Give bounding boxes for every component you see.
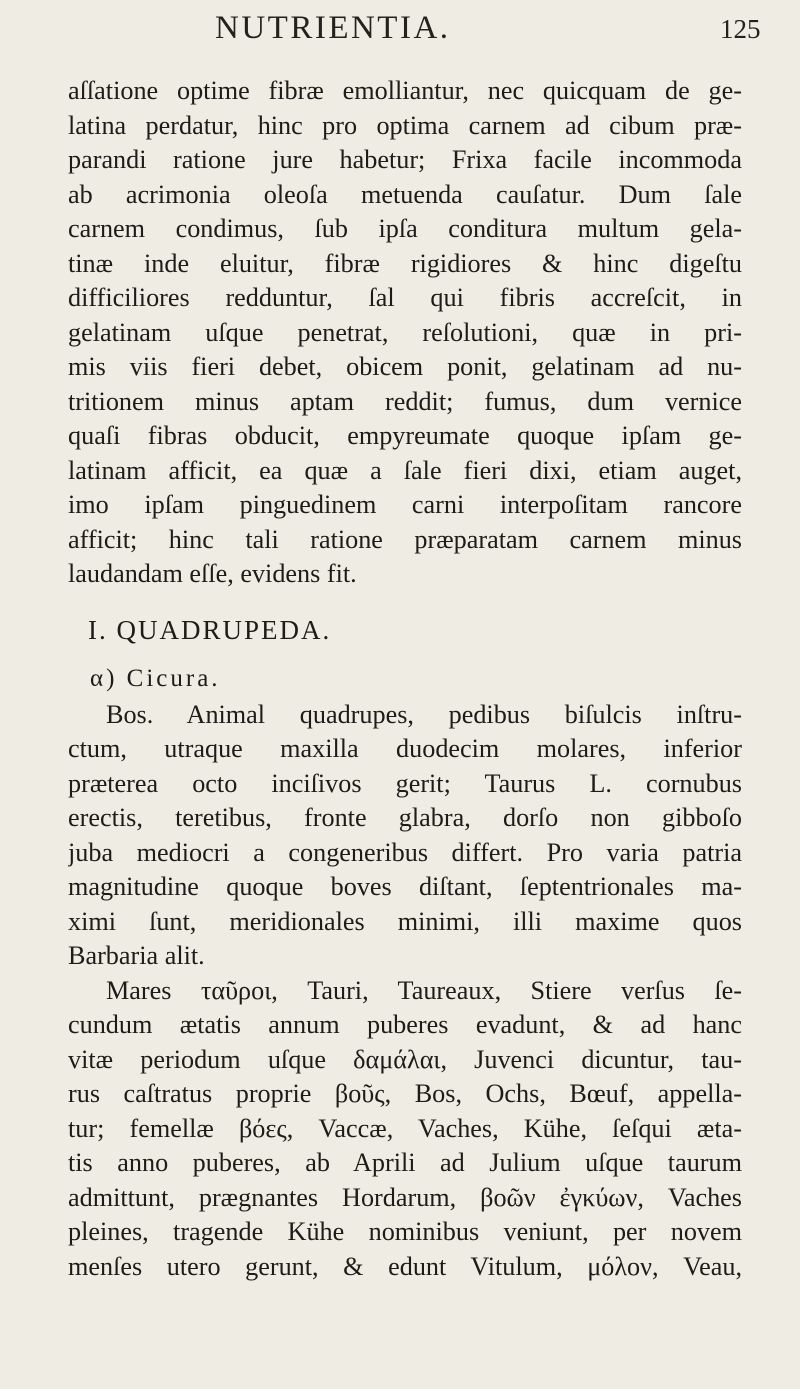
- text-line: quaſi fibras obducit, empyreumate quoque ipſam ge-: [68, 421, 742, 450]
- text-line: erectis, teretibus, fronte glabra, dorſo non gibboſo: [68, 803, 742, 832]
- text-line: rus caſtratus proprie βοῦς, Bos, Ochs, Bœuf, appella-: [68, 1079, 742, 1108]
- body-text: [68, 74, 742, 1284]
- text-line: latina perdatur, hinc pro optima carnem ad cibum præ-: [68, 110, 742, 140]
- paragraph-mares: [68, 974, 742, 1285]
- paragraph-roasting: [68, 74, 742, 592]
- text-line: admittunt, prægnantes Hordarum, βοῶν ἐγκύων, Vaches: [68, 1182, 742, 1212]
- text-line: latinam afficit, ea quæ a ſale fieri dixi, etiam auget,: [68, 455, 742, 485]
- text-line: tis anno puberes, ab Aprili ad Julium uſque taurum: [68, 1148, 742, 1177]
- text-line: Barbaria alit.: [68, 941, 205, 970]
- text-line: carnem condimus, ſub ipſa conditura multum gela-: [68, 214, 742, 243]
- paragraph-bos: [68, 698, 742, 974]
- running-title: NUTRIENTIA.: [215, 10, 451, 46]
- page-number: 125: [720, 14, 761, 44]
- text-line: aſſatione optime fibræ emolliantur, nec quicquam de ge-: [68, 76, 742, 105]
- sub-heading: α) Cicura.: [90, 664, 221, 692]
- text-line: ab acrimonia oleoſa metuenda cauſatur. Dum ſale: [68, 179, 742, 209]
- text-line: imo ipſam pinguedinem carni interpoſitam rancore: [68, 490, 742, 519]
- text-line: pleines, tragende Kühe nominibus veniunt, per novem: [68, 1217, 742, 1246]
- text-line: parandi ratione jure habetur; Frixa facile incommoda: [68, 145, 742, 174]
- text-line: mis viis fieri debet, obicem ponit, gelatinam ad nu-: [68, 352, 742, 381]
- section-heading: I. QUADRUPEDA.: [88, 614, 332, 645]
- text-line: Mares ταῦροι, Tauri, Taureaux, Stiere verſus ſe-: [106, 975, 742, 1005]
- text-line: vitæ periodum uſque δαμάλαι, Juvenci dicuntur, tau-: [68, 1044, 742, 1074]
- text-line: præterea octo inciſivos gerit; Taurus L. cornubus: [68, 768, 742, 798]
- text-line: menſes utero gerunt, & edunt Vitulum, μόλον, Veau,: [68, 1251, 742, 1281]
- text-line: magnitudine quoque boves diſtant, ſeptentrionales ma-: [68, 872, 742, 901]
- text-line: tinæ inde eluitur, fibræ rigidiores & hinc digeſtu: [68, 248, 742, 278]
- spacer: [68, 592, 742, 610]
- text-line: ctum, utraque maxilla duodecim molares, inferior: [68, 734, 742, 763]
- text-line: ximi ſunt, meridionales minimi, illi maxime quos: [68, 906, 742, 936]
- text-line: tritionem minus aptam reddit; fumus, dum vernice: [68, 386, 742, 416]
- spacer: [68, 650, 742, 660]
- text-line: cundum ætatis annum puberes evadunt, & ad hanc: [68, 1010, 742, 1039]
- text-line: gelatinam uſque penetrat, reſolutioni, quæ in pri-: [68, 317, 742, 347]
- text-line: difficiliores redduntur, ſal qui fibris accreſcit, in: [68, 283, 742, 312]
- text-line: juba mediocri a congeneribus differt. Pro varia patria: [68, 837, 742, 867]
- text-line: Bos. Animal quadrupes, pedibus biſulcis inſtru-: [106, 699, 742, 729]
- running-head: [0, 10, 800, 54]
- text-line: tur; femellæ βόες, Vaccæ, Vaches, Kühe, ſeſqui æta-: [68, 1113, 742, 1143]
- text-line: afficit; hinc tali ratione præparatam carnem minus: [68, 524, 742, 554]
- text-line: laudandam eſſe, evidens fit.: [68, 559, 357, 588]
